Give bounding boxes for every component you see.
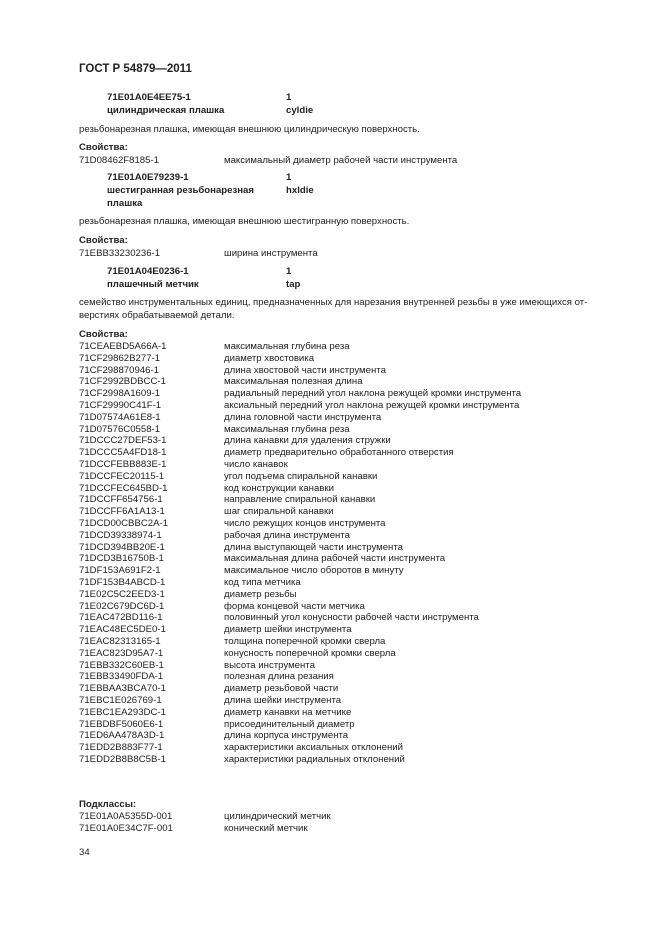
property-code: 71EBB33490FDA-1 <box>79 671 164 683</box>
property-row <box>79 730 639 742</box>
subclass-row <box>79 823 639 835</box>
property-desc: длина канавки для удаления стружки <box>224 435 391 447</box>
property-desc: длина хвостовой части инструмента <box>224 364 386 376</box>
property-row <box>79 494 639 506</box>
property-desc: характеристики радиальных отклонений <box>224 753 405 765</box>
property-code: 71EBC1EA293DC-1 <box>79 706 166 718</box>
property-code: 71CF2992BDBCC-1 <box>79 376 166 388</box>
property-code: 71CF298870946-1 <box>79 364 160 376</box>
entry-code: 71E01A04E0236-1 <box>107 266 189 277</box>
property-row <box>79 742 639 754</box>
subclasses-list <box>79 811 639 835</box>
property-desc: половинный угол конусности рабочей части инструмента <box>224 612 479 624</box>
entry-name: шестигранная резьбонарезная <box>107 185 254 196</box>
property-desc: аксиальный передний угол наклона режущей кромки инструмента <box>224 399 520 411</box>
property-desc: максимальное число оборотов в минуту <box>224 565 404 577</box>
property-row <box>79 483 639 495</box>
page-number: 34 <box>79 847 90 858</box>
property-code: 71EBB33230236-1 <box>79 248 161 259</box>
entry-short-name: hxldie <box>286 185 314 196</box>
property-desc: код типа метчика <box>224 576 301 588</box>
entry-definition: семейство инструментальных единиц, предназначенных для нарезания внутренней резьбы в уже имеющихся от- <box>79 297 588 308</box>
property-code: 71EAC823D95A7-1 <box>79 647 164 659</box>
property-desc: максимальный диаметр рабочей части инструмента <box>224 155 458 166</box>
property-row <box>79 518 639 530</box>
property-code: 71EDD2B8B8C5B-1 <box>79 753 166 765</box>
property-row <box>79 353 639 365</box>
property-code: 71DCD394BB20E-1 <box>79 541 165 553</box>
property-row <box>79 612 639 624</box>
property-row <box>79 388 639 400</box>
property-row <box>79 542 639 554</box>
property-code: 71EDD2B883F77-1 <box>79 742 163 754</box>
property-desc: максимальная глубина реза <box>224 341 350 352</box>
property-code: 71DCD3B16750B-1 <box>79 553 164 565</box>
property-desc: диаметр шейки инструмента <box>224 624 352 636</box>
property-row <box>79 719 639 731</box>
subclass-desc: цилиндрический метчик <box>224 811 331 822</box>
property-desc: диаметр канавки на метчике <box>224 706 352 718</box>
property-desc: диаметр предварительно обработанного отверстия <box>224 447 454 459</box>
property-code: 71DF153B4ABCD-1 <box>79 576 166 588</box>
property-row <box>79 707 639 719</box>
property-row <box>79 471 639 483</box>
property-desc: конусность поперечной кромки сверла <box>224 647 396 659</box>
properties-label: Свойства: <box>79 235 128 246</box>
property-row <box>79 506 639 518</box>
property-code: 71E02C5C2EED3-1 <box>79 588 165 600</box>
property-row <box>79 577 639 589</box>
entry-version: 1 <box>286 92 292 103</box>
property-row <box>79 341 639 353</box>
property-row <box>79 601 639 613</box>
property-row <box>79 754 639 766</box>
entry-definition: резьбонарезная плашка, имеющая внешнюю цилиндрическую поверхность. <box>79 124 420 135</box>
property-desc: максимальная полезная длина <box>224 376 363 388</box>
property-code: 71CF2998A1609-1 <box>79 388 161 400</box>
property-code: 71DCCFEC645BD-1 <box>79 482 168 494</box>
property-row <box>79 459 639 471</box>
property-code: 71CF29990C41F-1 <box>79 399 162 411</box>
property-desc: диаметр резьбовой части <box>224 683 339 695</box>
property-code: 71EBC1E026769-1 <box>79 694 162 706</box>
property-row <box>79 365 639 377</box>
property-desc: диаметр резьбы <box>224 588 297 600</box>
property-row <box>79 400 639 412</box>
property-code: 71CEAEBD5A66A-1 <box>79 341 167 352</box>
property-code: 71EAC48EC5DE0-1 <box>79 624 166 636</box>
entry-definition: резьбонарезная плашка, имеющая внешнюю шестигранную поверхность. <box>79 216 410 227</box>
property-row <box>79 435 639 447</box>
property-row <box>79 624 639 636</box>
entry-name: цилиндрическая плашка <box>107 105 225 116</box>
property-desc: рабочая длина инструмента <box>224 529 350 541</box>
entry-short-name: cyldie <box>286 105 314 116</box>
entry-name-cont: плашка <box>107 198 143 209</box>
entry-version: 1 <box>286 172 292 183</box>
property-desc: направление спиральной канавки <box>224 494 376 506</box>
property-row <box>79 553 639 565</box>
property-row <box>79 565 639 577</box>
entry-version: 1 <box>286 266 292 277</box>
property-desc: диаметр хвостовика <box>224 352 315 364</box>
property-code: 71DCCC5A4FD18-1 <box>79 447 167 459</box>
property-code: 71DF153A691F2-1 <box>79 565 161 577</box>
property-desc: длина выступающей части инструмента <box>224 541 403 553</box>
property-desc: высота инструмента <box>224 659 315 671</box>
property-desc: ширина инструмента <box>224 248 318 259</box>
property-code: 71EBDBF5060E6-1 <box>79 718 164 730</box>
property-code: 71DCD00CBBC2A-1 <box>79 517 169 529</box>
property-desc: максимальная глубина реза <box>224 423 350 435</box>
property-row <box>79 424 639 436</box>
property-desc: полезная длина резания <box>224 671 334 683</box>
property-desc: число режущих концов инструмента <box>224 517 386 529</box>
property-row <box>79 412 639 424</box>
property-code: 71E02C679DC6D-1 <box>79 600 165 612</box>
entry-short-name: tap <box>286 279 301 290</box>
subclass-row <box>79 811 639 823</box>
property-desc: шаг спиральной канавки <box>224 506 334 518</box>
property-row <box>79 530 639 542</box>
property-row <box>79 660 639 672</box>
subclass-code: 71E01A0E34C7F-001 <box>79 822 173 834</box>
property-desc: угол подъема спиральной канавки <box>224 470 378 482</box>
properties-label: Свойства: <box>79 329 128 340</box>
property-code: 71DCD39338974-1 <box>79 529 162 541</box>
property-desc: длина корпуса инструмента <box>224 730 349 742</box>
property-code: 71CF29862B277-1 <box>79 352 161 364</box>
property-desc: число канавок <box>224 458 288 470</box>
property-code: 71DCCC27DEF53-1 <box>79 435 167 447</box>
property-code: 71EBB332C60EB-1 <box>79 659 164 671</box>
property-row <box>79 683 639 695</box>
property-row <box>79 695 639 707</box>
property-code: 71D07576C0558-1 <box>79 423 161 435</box>
subclass-desc: конический метчик <box>224 822 308 834</box>
entry-definition-cont: верстиях обрабатываемой детали. <box>79 310 235 321</box>
property-code: 71DCCFEBB883E-1 <box>79 458 167 470</box>
property-row <box>79 671 639 683</box>
property-code: 71EBBAA3BCA70-1 <box>79 683 166 695</box>
property-desc: максимальная длина рабочей части инструмента <box>224 553 446 565</box>
property-code: 71DCCFEC20115-1 <box>79 470 165 482</box>
property-code: 71D07574A61E8-1 <box>79 411 161 423</box>
entry-name: плашечный метчик <box>107 279 199 290</box>
property-code: 71D08462F8185-1 <box>79 155 160 166</box>
properties-label: Свойства: <box>79 142 128 153</box>
property-desc: код конструкции канавки <box>224 482 334 494</box>
property-code: 71DCCFF6A1A13-1 <box>79 506 165 518</box>
entry-code: 71E01A0E4EE75-1 <box>107 92 191 103</box>
property-row <box>79 376 639 388</box>
property-row <box>79 447 639 459</box>
property-desc: толщина поперечной кромки сверла <box>224 635 386 647</box>
property-code: 71ED6AA478A3D-1 <box>79 730 165 742</box>
property-desc: присоединительный диаметр <box>224 718 355 730</box>
document-header: ГОСТ Р 54879—2011 <box>79 63 192 75</box>
property-desc: форма концевой части метчика <box>224 600 365 612</box>
property-row <box>79 636 639 648</box>
property-row <box>79 648 639 660</box>
subclass-code: 71E01A0A5355D-001 <box>79 811 173 822</box>
property-code: 71EAC82313165-1 <box>79 635 161 647</box>
property-desc: характеристики аксиальных отклонений <box>224 742 403 754</box>
property-desc: длина головной части инструмента <box>224 411 382 423</box>
property-desc: радиальный передний угол наклона режущей кромки инструмента <box>224 388 522 400</box>
property-desc: длина шейки инструмента <box>224 694 342 706</box>
entry-code: 71E01A0E79239-1 <box>107 172 189 183</box>
property-code: 71DCCFF654756-1 <box>79 494 163 506</box>
properties-list <box>79 341 639 766</box>
property-row <box>79 589 639 601</box>
property-code: 71EAC472BD116-1 <box>79 612 163 624</box>
subclasses-label: Подклассы: <box>79 799 137 810</box>
